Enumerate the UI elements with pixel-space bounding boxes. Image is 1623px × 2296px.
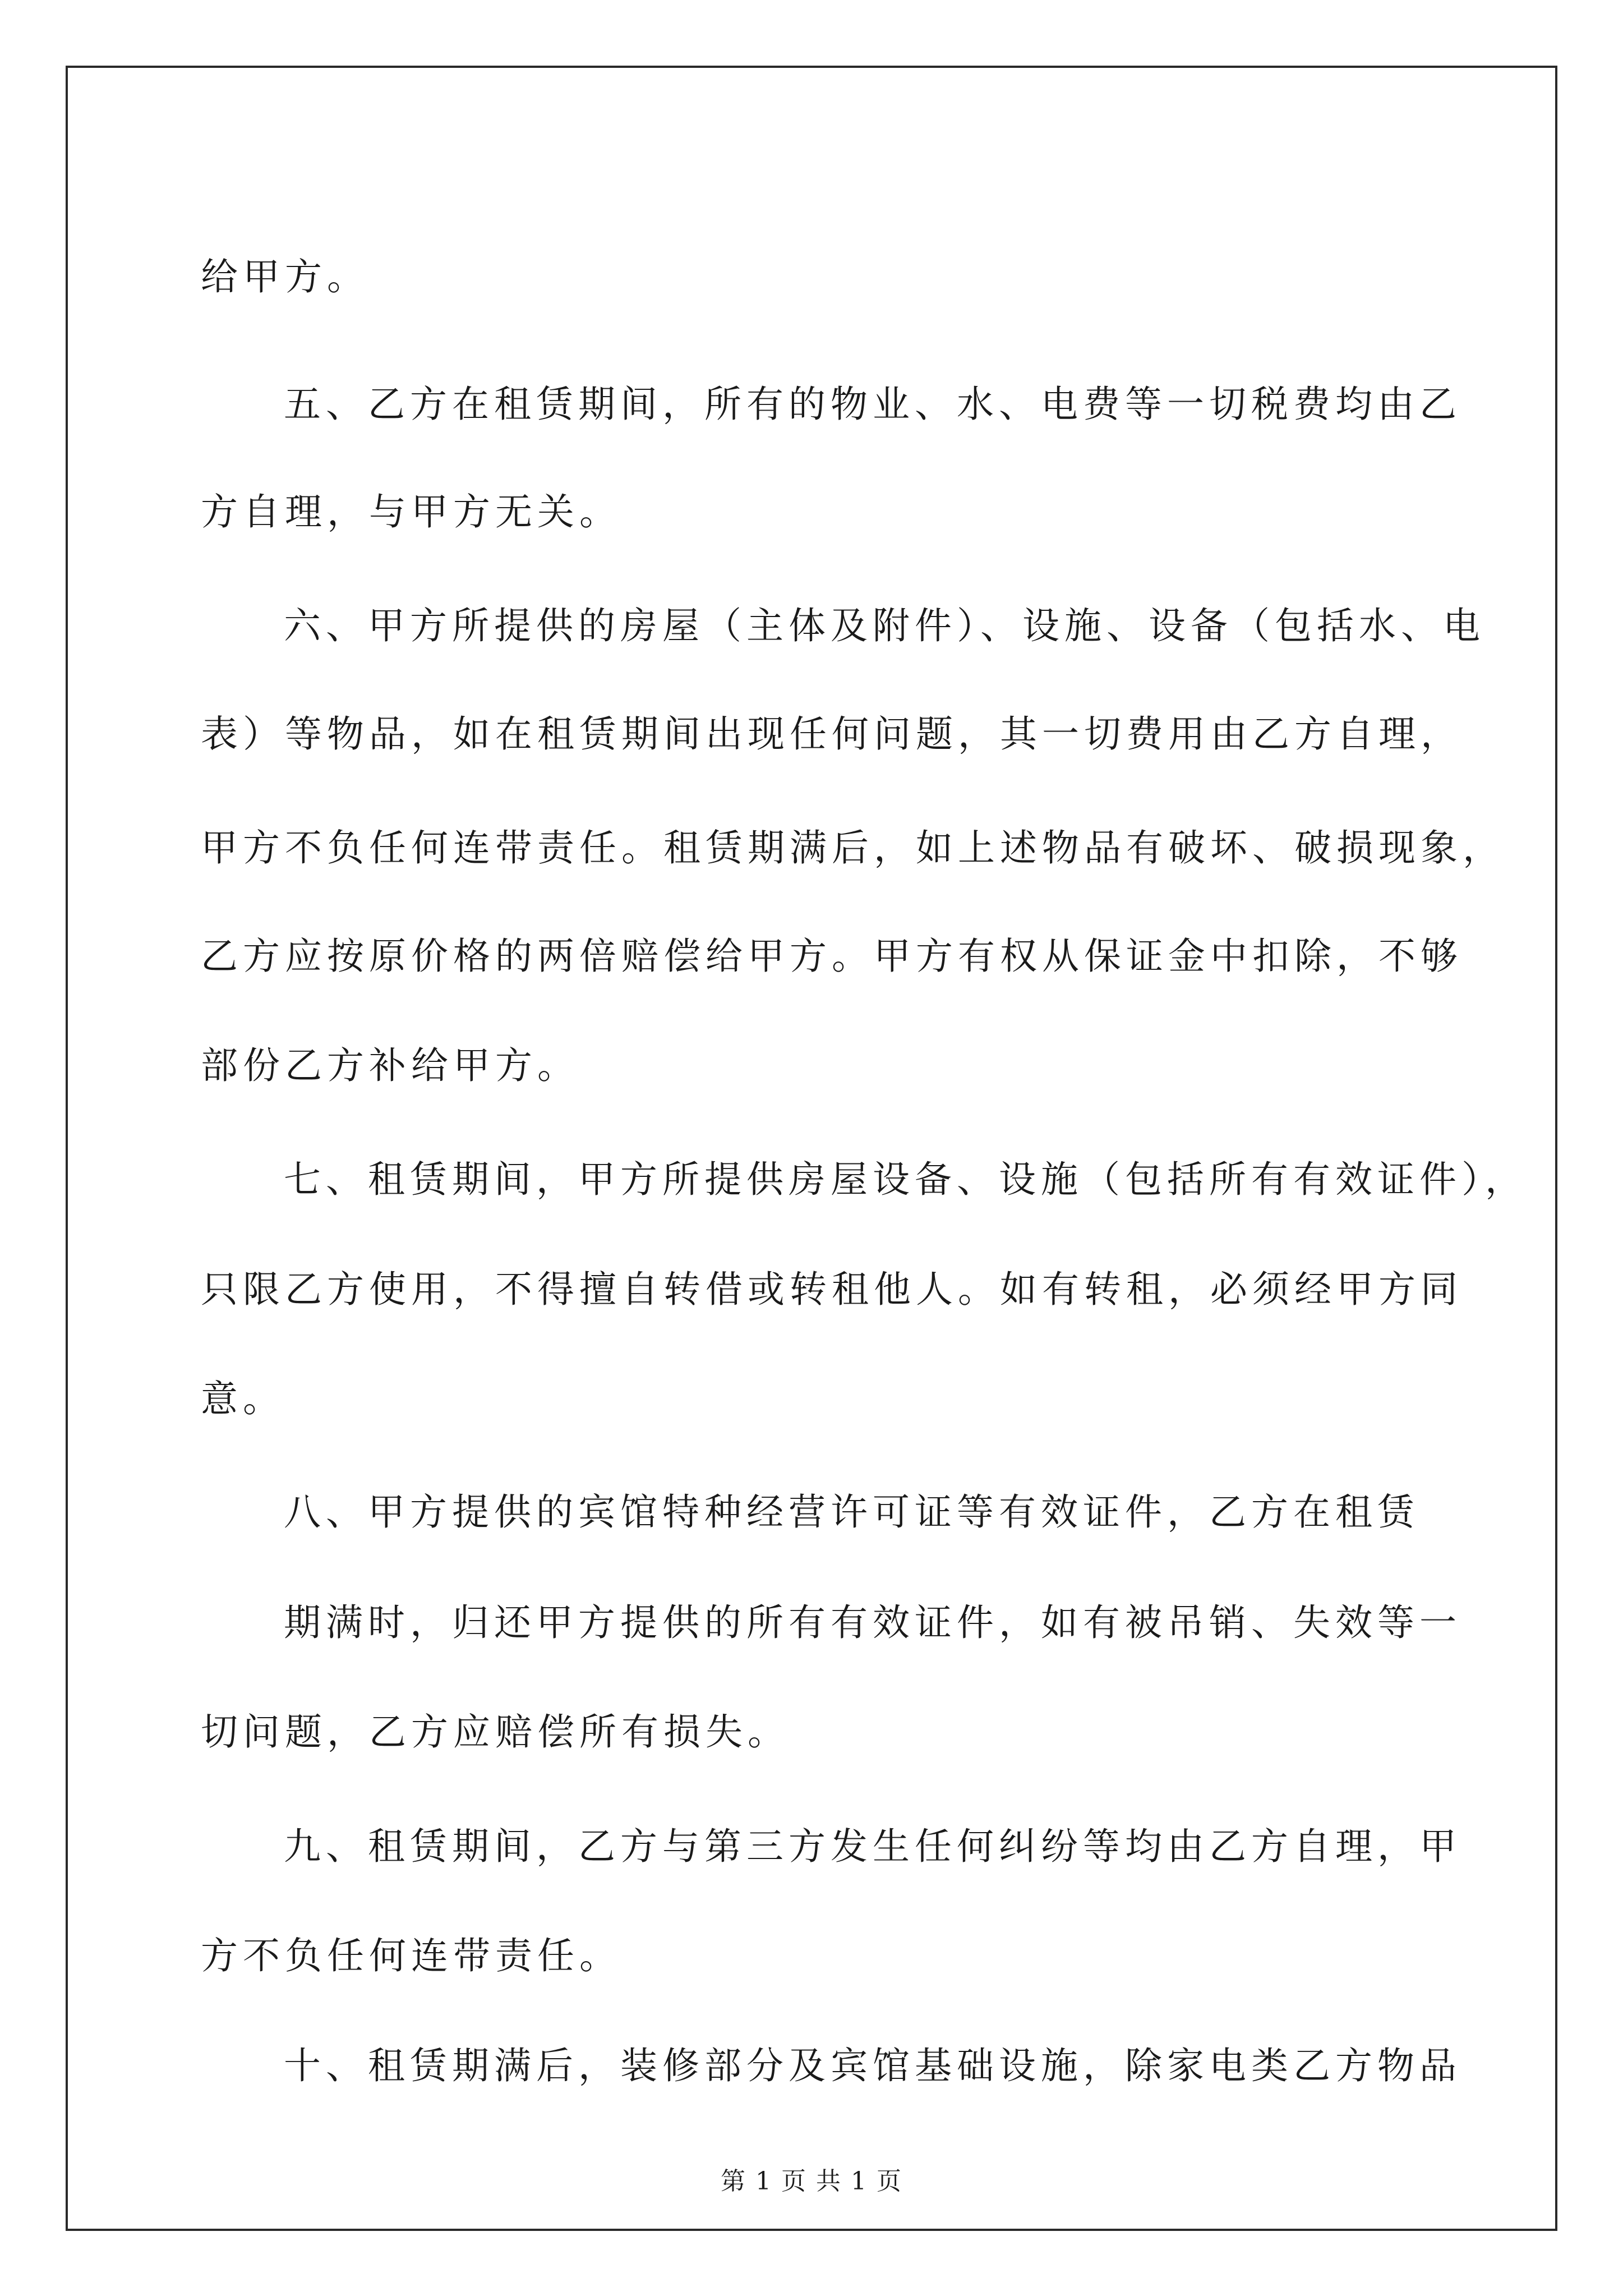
text-line-7: 乙方应按原价格的两倍赔偿给甲方。甲方有权从保证金中扣除，不够: [201, 935, 1463, 978]
text-line-16: 方不负任何连带责任。: [201, 1934, 621, 1977]
text-line-17: 十、租赁期满后，装修部分及宾馆基础设施，除家电类乙方物品: [284, 2044, 1461, 2087]
text-line-3: 方自理，与甲方无关。: [201, 490, 621, 533]
text-line-10: 只限乙方使用，不得擅自转借或转租他人。如有转租，必须经甲方同: [201, 1268, 1463, 1311]
page-number: 第 1 页 共 1 页: [721, 2167, 902, 2196]
text-line-1: 给甲方。: [201, 255, 369, 298]
text-line-15: 九、租赁期间，乙方与第三方发生任何纠纷等均由乙方自理，甲: [284, 1825, 1461, 1868]
text-line-9: 七、租赁期间，甲方所提供房屋设备、设施（包括所有有效证件），: [284, 1158, 1527, 1201]
text-line-4: 六、甲方所提供的房屋（主体及附件）、设施、设备（包括水、电: [284, 604, 1485, 647]
text-line-6: 甲方不负任何连带责任。租赁期满后，如上述物品有破坏、破损现象，: [201, 826, 1505, 869]
text-line-14: 切问题，乙方应赔偿所有损失。: [201, 1710, 790, 1754]
text-line-5: 表）等物品，如在租赁期间出现任何问题，其一切费用由乙方自理，: [201, 712, 1463, 756]
page-frame: [66, 66, 1557, 2231]
text-line-13: 期满时，归还甲方提供的所有有效证件，如有被吊销、失效等一: [284, 1601, 1461, 1644]
text-line-11: 意。: [201, 1377, 285, 1420]
text-line-8: 部份乙方补给甲方。: [201, 1044, 579, 1087]
text-line-12: 八、甲方提供的宾馆特种经营许可证等有效证件，乙方在租赁: [284, 1490, 1419, 1534]
text-line-2: 五、乙方在租赁期间，所有的物业、水、电费等一切税费均由乙: [284, 383, 1461, 426]
